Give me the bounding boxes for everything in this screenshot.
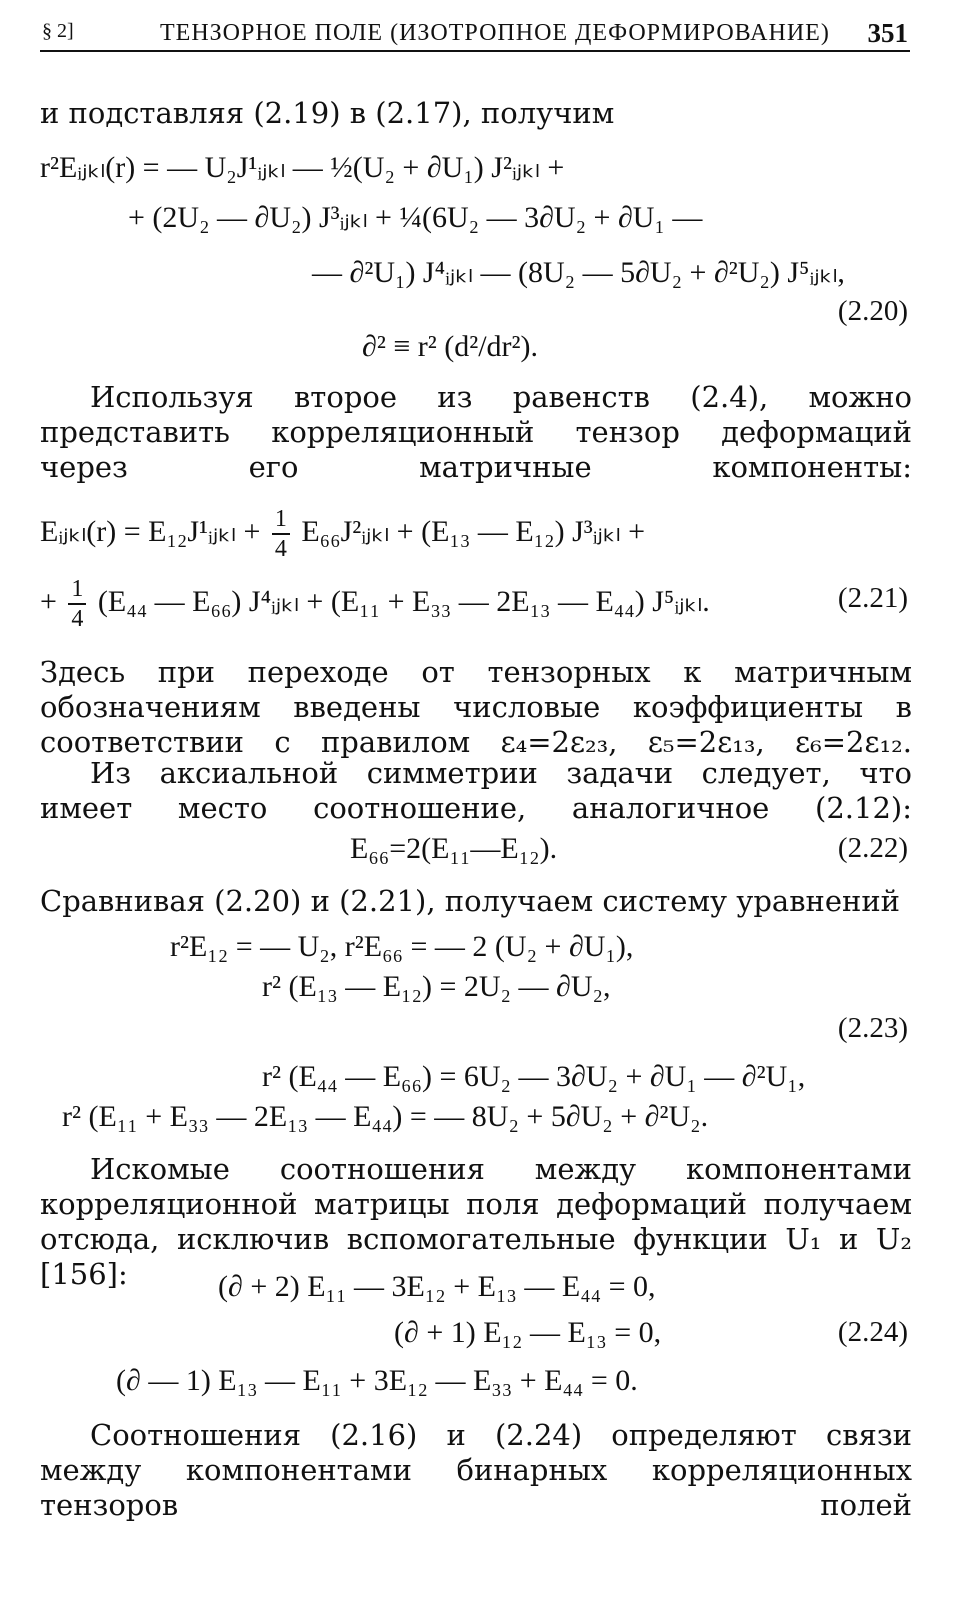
equation-2-20-line-2: + (2U₂ — ∂U₂) J³ᵢⱼₖₗ + ¼(6U₂ — 3∂U₂ + ∂U₁ — [128,201,703,234]
equation-2-20-line-3: — ∂²U₁) J⁴ᵢⱼₖₗ — (8U₂ — 5∂U₂ + ∂²U₂) J⁵ᵢⱼₖₗ, [312,256,845,289]
page-number: 351 [867,18,908,48]
equation-2-23-line-4: r² (E₁₁ + E₃₃ — 2E₁₃ — E₄₄) = — 8U₂ + 5∂U₂ + ∂²U₂. [62,1100,709,1133]
header-rule [40,50,910,52]
equation-2-24-line-3: (∂ — 1) E₁₃ — E₁₁ + 3E₁₂ — E₃₃ + E₄₄ = 0. [116,1364,638,1397]
equation-2-24-line-2: (∂ + 1) E₁₂ — E₁₃ = 0, [394,1316,662,1349]
equation-2-21-line-1 [40,505,645,563]
fraction-denominator: 4 [71,606,84,632]
equation-2-20-line-4: ∂² ≡ r² (d²/dr²). [362,330,539,363]
equation-2-21-part-a: Eᵢⱼₖₗ(r) = E₁₂J¹ᵢⱼₖₗ + [40,514,261,548]
paragraph-axial-symmetry: Из аксиальной симметрии задачи следует, что имеет место соотношение, аналогичное (2.12): [40,756,912,825]
equation-2-20-line-1: r²Eᵢⱼₖₗ(r) = — U₂J¹ᵢⱼₖₗ — ½(U₂ + ∂U₁) J²ᵢⱼₖₗ + [40,151,565,184]
paragraph-intro: и подставляя (2.19) в (2.17), получим [40,96,615,130]
equation-2-23-line-3: r² (E₄₄ — E₆₆) = 6U₂ — 3∂U₂ + ∂U₁ — ∂²U₁, [262,1060,806,1093]
equation-2-21-plus: + [40,584,57,618]
equation-number-2-24: (2.24) [837,1316,908,1348]
equation-2-22: E₆₆=2(E₁₁—E₁₂). [350,832,558,865]
fraction-one-quarter [272,505,290,563]
fraction-numerator: 1 [68,575,86,605]
equation-2-21-line-2 [40,575,710,633]
equation-2-23-line-2: r² (E₁₃ — E₁₂) = 2U₂ — ∂U₂, [262,970,611,1003]
paragraph-tensor-repr: Используя второе из равенств (2.4), можно представить корреляционный тензор деформаций через его матричные компоненты: [40,380,912,484]
equation-2-21-part-b: E₆₆J²ᵢⱼₖₗ + (E₁₃ — E₁₂) J³ᵢⱼₖₗ + [301,514,646,548]
paragraph-relations: Искомые соотношения между компонентами корреляционной матрицы поля деформаций получаем отсюда, исключив вспомогательные функции U₁ и U₂ [156]: [40,1152,912,1291]
equation-2-24-line-1: (∂ + 2) E₁₁ — 3E₁₂ + E₁₃ — E₄₄ = 0, [218,1270,656,1303]
paragraph-conclusion: Соотношения (2.16) и (2.24) определяют связи между компонентами бинарных корреляционных тензоров полей [40,1418,912,1522]
running-title: ТЕНЗОРНОЕ ПОЛЕ (ИЗОТРОПНОЕ ДЕФОРМИРОВАНИЕ) [160,20,830,46]
fraction-numerator: 1 [272,505,290,535]
paragraph-matrix-notation: Здесь при переходе от тензорных к матричным обозначениям введены числовые коэффициенты в соответствии с правилом ε₄=2ε₂₃, ε₅=2ε₁₃, ε₆=2ε₁₂. [40,655,912,759]
section-label: § 2] [42,20,74,42]
paragraph-comparison: Сравнивая (2.20) и (2.21), получаем систему уравнений [40,884,901,918]
fraction-one-quarter-2 [68,575,86,633]
equation-number-2-21: (2.21) [837,582,908,614]
fraction-denominator: 4 [274,536,287,562]
equation-number-2-23: (2.23) [837,1012,908,1044]
equation-2-23-line-1: r²E₁₂ = — U₂, r²E₆₆ = — 2 (U₂ + ∂U₁), [170,930,634,963]
equation-number-2-22: (2.22) [837,832,908,864]
equation-number-2-20: (2.20) [837,295,908,327]
running-header [40,14,910,50]
equation-2-21-part-c: (E₄₄ — E₆₆) J⁴ᵢⱼₖₗ + (E₁₁ + E₃₃ — 2E₁₃ — E₄₄) J⁵ᵢⱼₖₗ. [97,584,710,618]
